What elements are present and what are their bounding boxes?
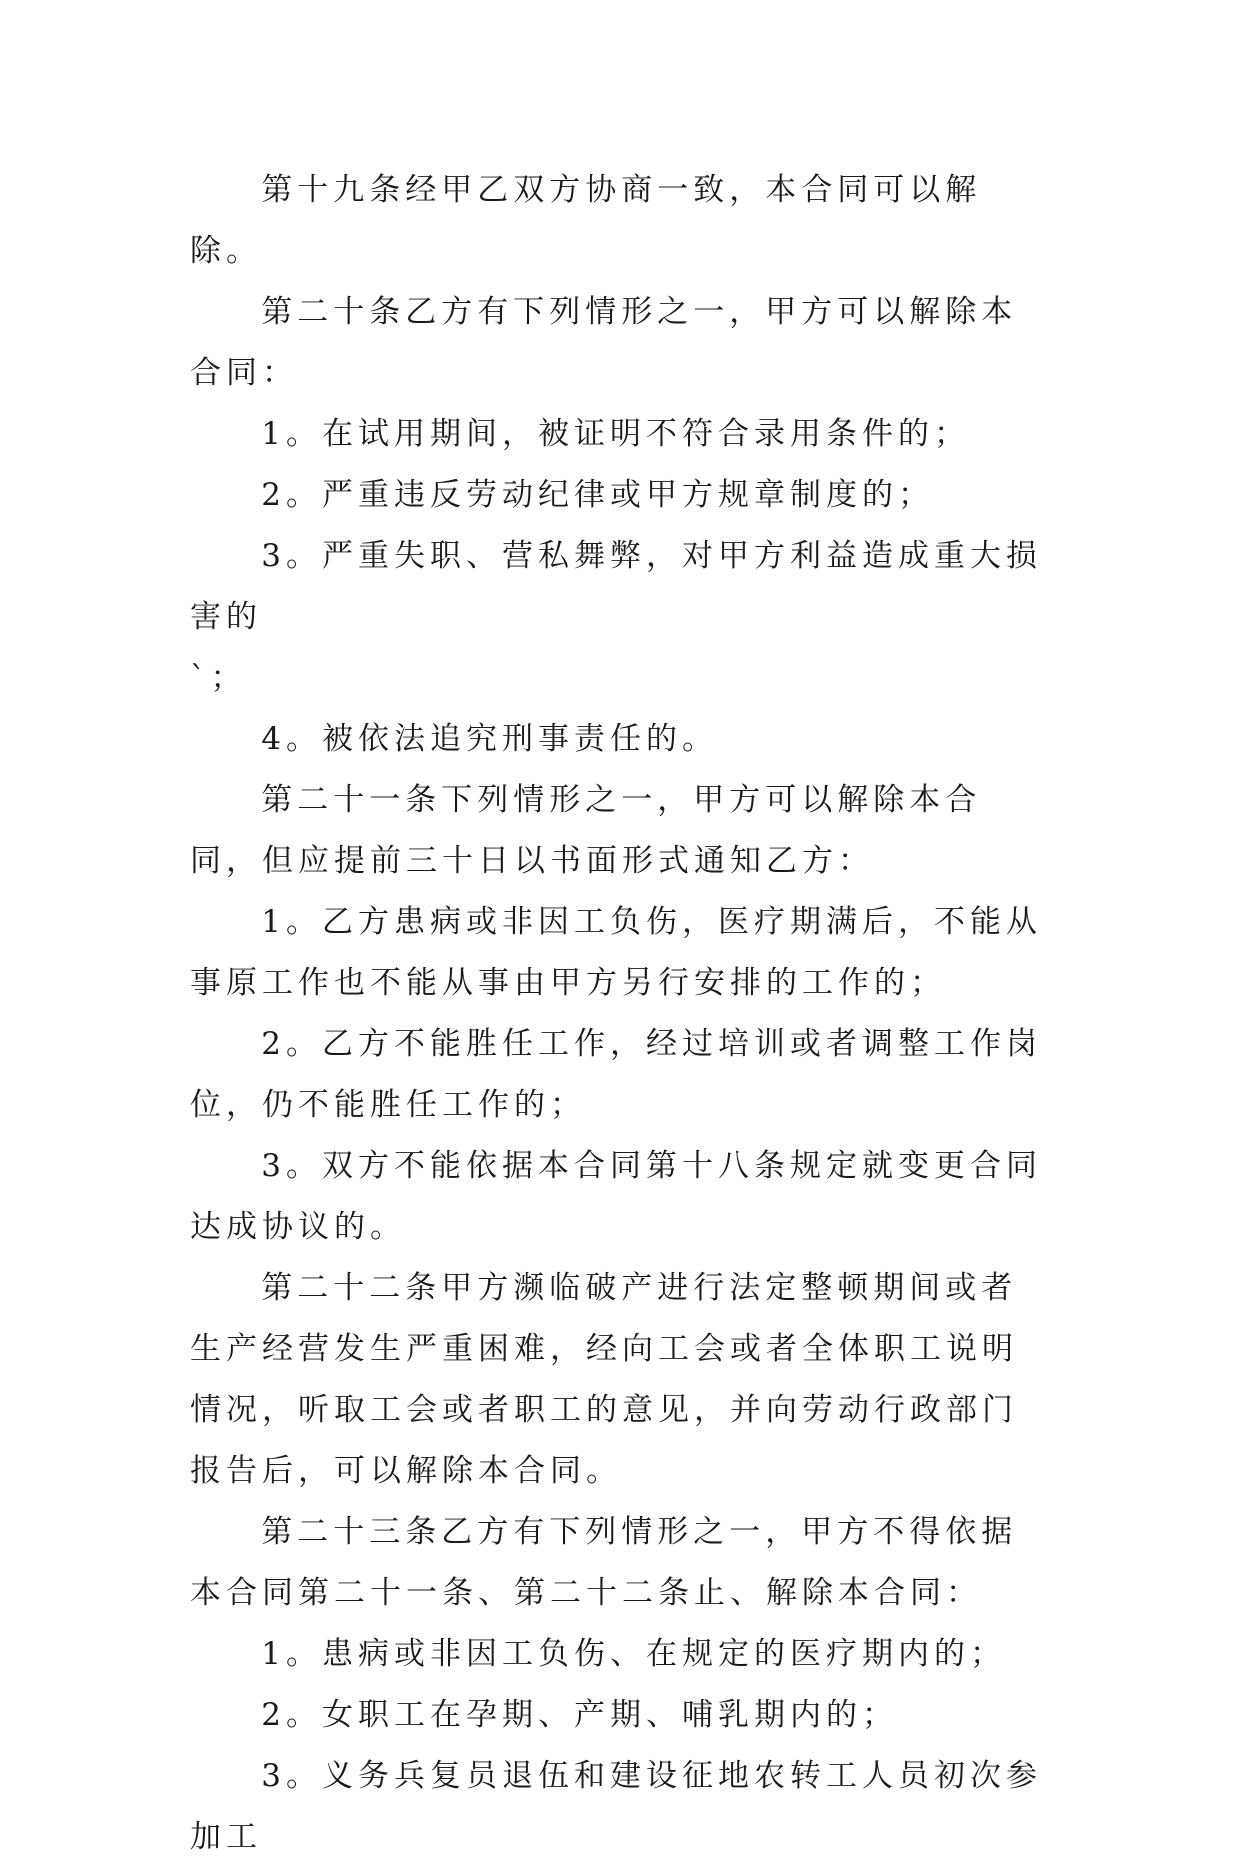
paragraph-article-20-item-1: 1。在试用期间，被证明不符合录用条件的；: [261, 416, 971, 452]
paragraph-article-21: 第二十一条下列情形之一，甲方可以解除本合同，但应提前三十日以书面形式通知乙方：: [190, 782, 982, 879]
paragraph-article-21-item-3: 3。双方不能依据本合同第十八条规定就变更合同达成协议的。: [190, 1148, 1043, 1245]
paragraph-article-21-item-2: 2。乙方不能胜任工作，经过培训或者调整工作岗位，仍不能胜任工作的；: [190, 1026, 1043, 1123]
paragraph-article-20-item-3: 3。严重失职、营私舞弊，对甲方利益造成重大损害的: [190, 538, 1043, 635]
paragraph-article-23-item-1: 1。患病或非因工负伤、在规定的医疗期内的；: [261, 1636, 1007, 1672]
paragraph-article-22: 第二十二条甲方濒临破产进行法定整顿期间或者生产经营发生严重困难，经向工会或者全体职工说明情况，听取工会或者职工的意见，并向劳动行政部门报告后，可以解除本合同。: [190, 1270, 1018, 1489]
paragraph-article-23-item-2: 2。女职工在孕期、产期、哺乳期内的；: [261, 1697, 899, 1733]
paragraph-article-19: 第十九条经甲乙双方协商一致，本合同可以解除。: [190, 172, 982, 269]
paragraph-article-20: 第二十条乙方有下列情形之一，甲方可以解除本合同：: [190, 294, 1018, 391]
paragraph-article-23-item-3: 3。义务兵复员退伍和建设征地农转工人员初次参加工: [190, 1758, 1043, 1855]
paragraph-article-20-item-2: 2。严重违反劳动纪律或甲方规章制度的；: [261, 477, 935, 513]
document-body: [190, 160, 1050, 1868]
paragraph-article-20-item-3-tail: `；: [190, 660, 247, 696]
paragraph-article-20-item-4: 4。被依法追究刑事责任的。: [261, 721, 719, 757]
paragraph-article-23: 第二十三条乙方有下列情形之一，甲方不得依据本合同第二十一条、第二十二条止、解除本合同：: [190, 1514, 1018, 1611]
paragraph-article-21-item-1: 1。乙方患病或非因工负伤，医疗期满后，不能从事原工作也不能从事由甲方另行安排的工作的；: [190, 904, 1043, 1001]
